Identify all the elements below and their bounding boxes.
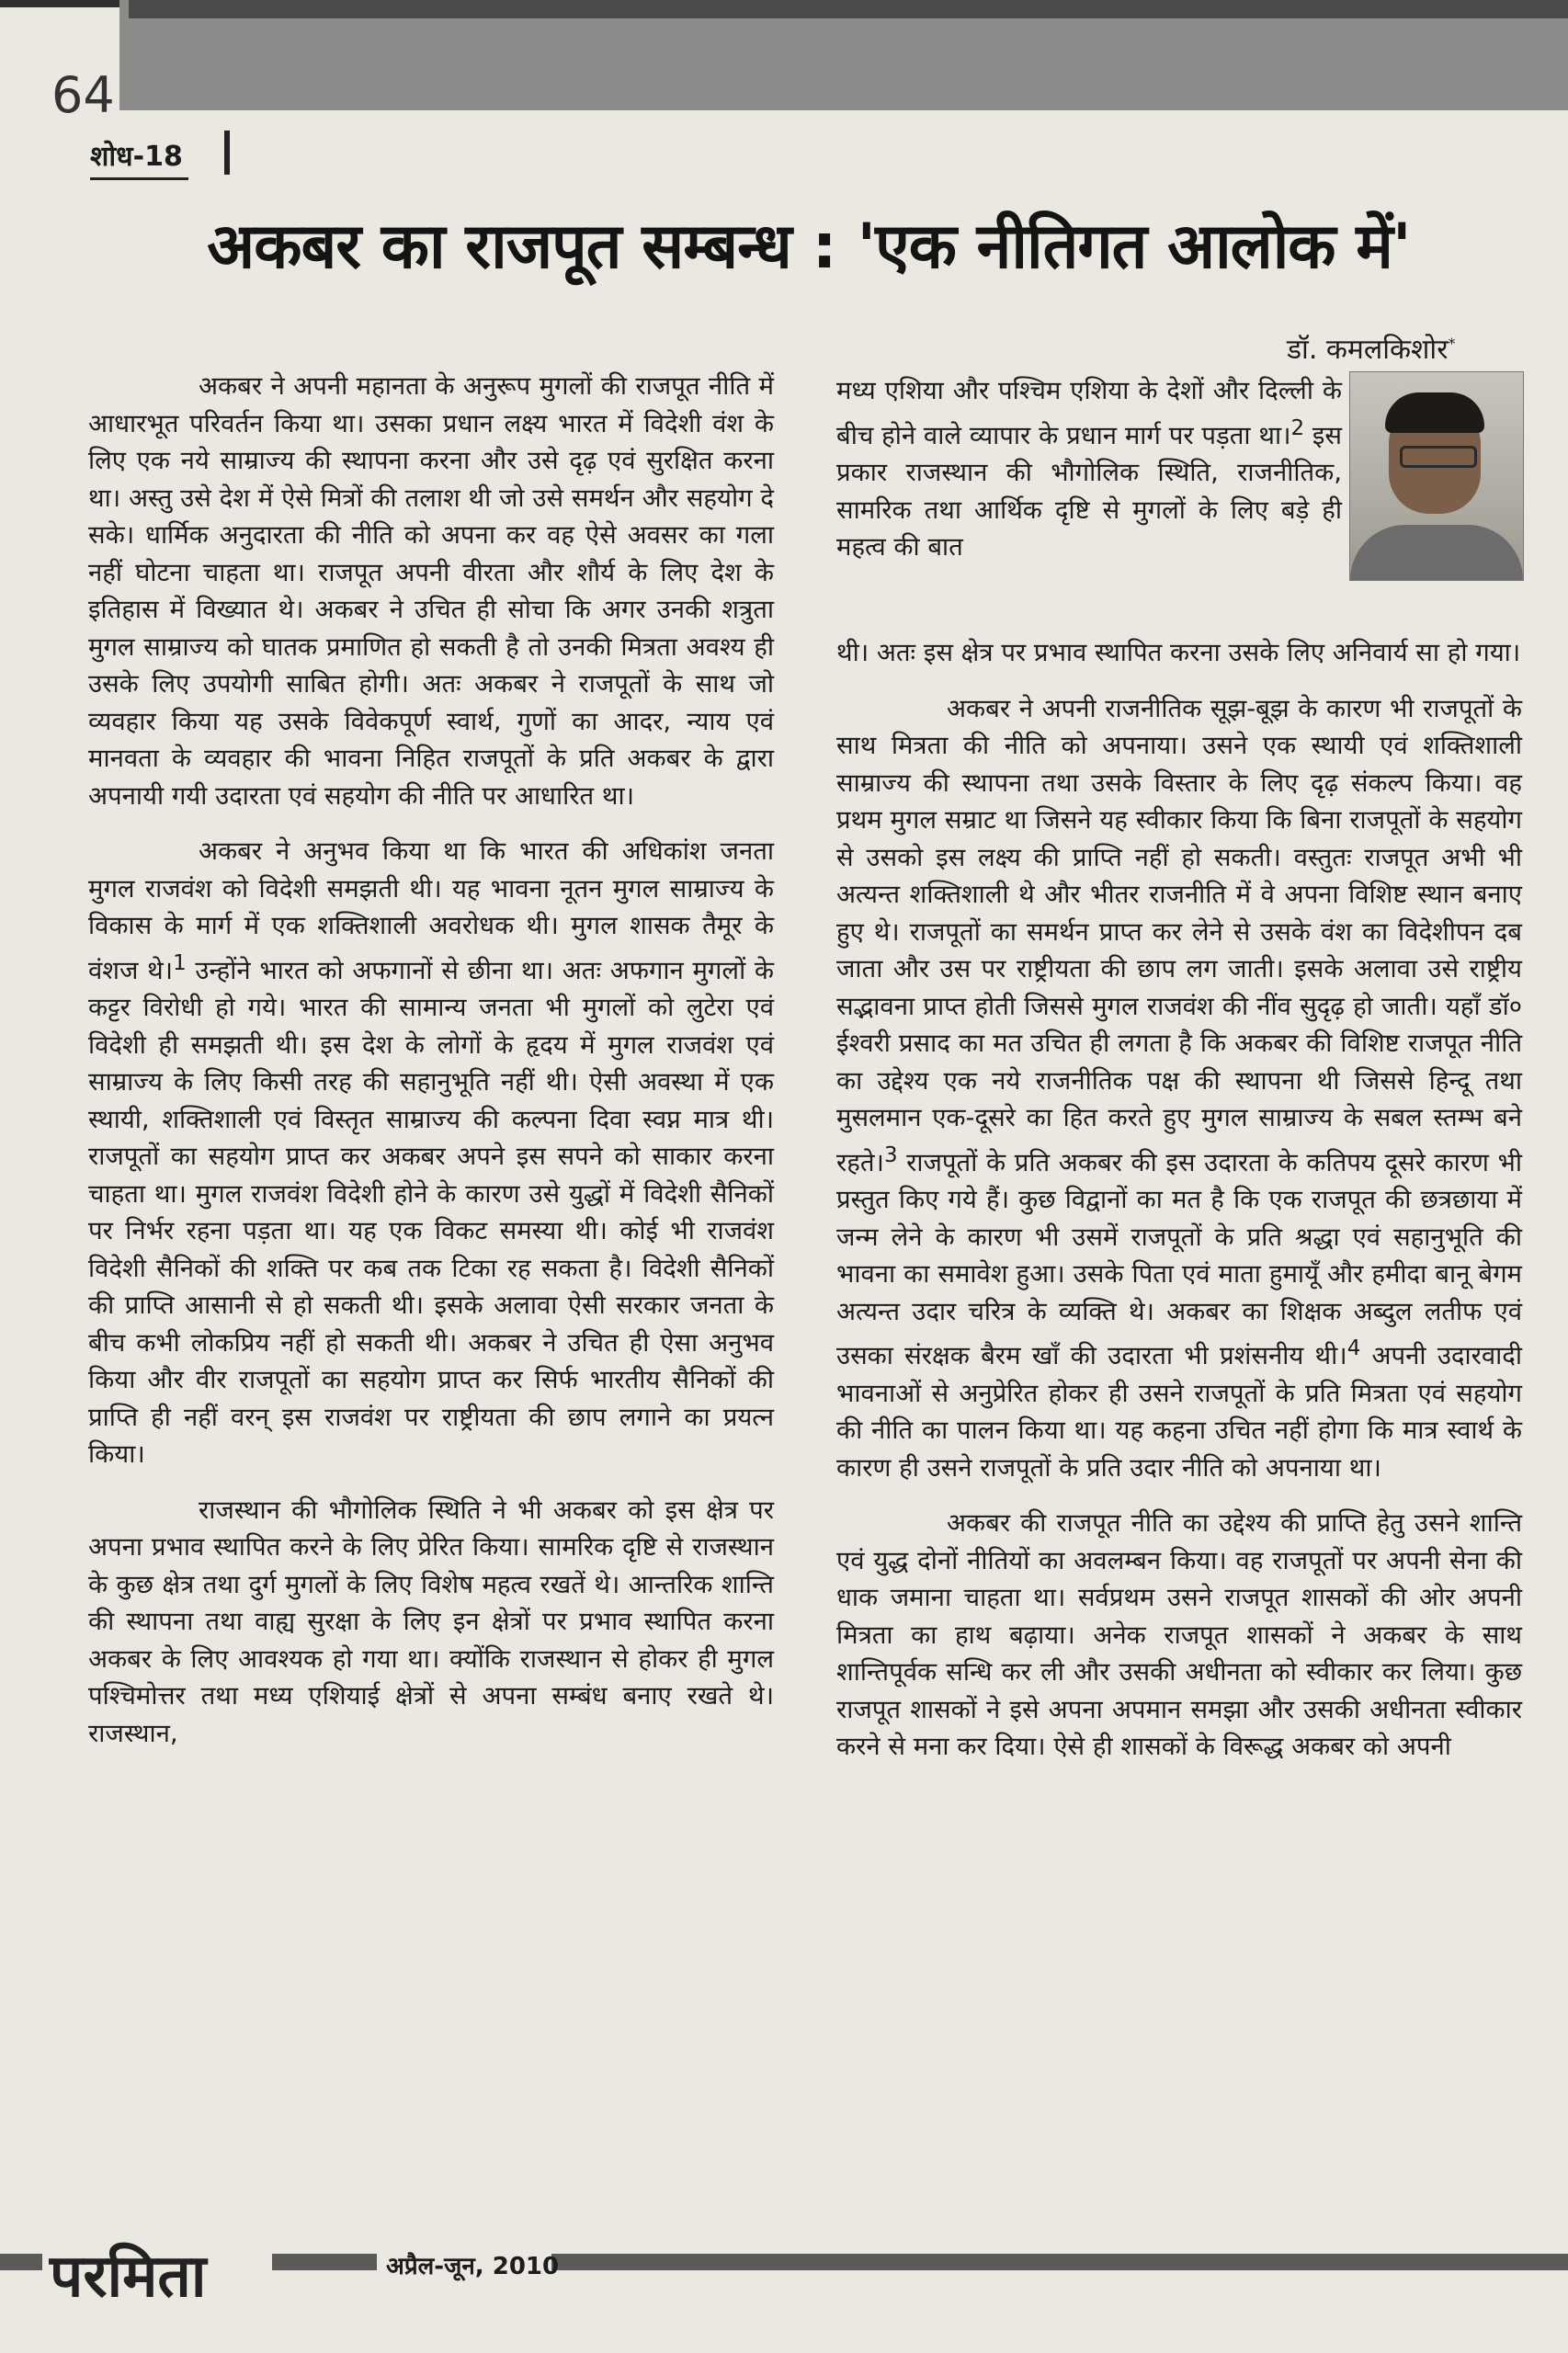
section-label: शोध-18 bbox=[90, 136, 188, 180]
footnote-ref-3: 3 bbox=[883, 1142, 898, 1167]
author-text: डॉ. कमलकिशोर bbox=[1287, 334, 1449, 366]
right-para-1-b: इस प्रकार राजस्थान की भौगोलिक स्थिति, राजनीतिक, सामरिक तथा आर्थिक दृष्टि से मुगलों के लिए बड़े ही महत्व की बात bbox=[836, 420, 1342, 563]
left-para-3: राजस्थान की भौगोलिक स्थिति ने भी अकबर को इस क्षेत्र पर अपना प्रभाव स्थापित करने के लिए प्रेरित किया। सामरिक दृष्टि से राजस्थान के कुछ क्षेत्र तथा दुर्ग मुगलों के लिए विशेष महत्व रखतें थे। आन्तरिक शान्ति की स्थापना तथा वाह्य सुरक्षा के लिए इन क्षेत्रों पर प्रभाव स्थापित करना अकबर के लिए आवश्यक हो गया था। क्योंकि राजस्थान से होकर ही मुगल पश्चिमोत्तर तथा मध्य एशियाई क्षेत्रों से अपना सम्बंध बनाए रखते थे। राजस्थान, bbox=[88, 1495, 774, 1748]
right-para-3: अकबर की राजपूत नीति का उद्देश्य की प्राप्ति हेतु उसने शान्ति एवं युद्ध दोनों नीतियों का अवलम्बन किया। वह राजपूतों पर अपनी सेना की धाक जमाना चाहता था। सर्वप्रथम उसने राजपूत शासकों की ओर अपनी मित्रता का हाथ बढ़ाया। अनेक राजपूत शासकों ने अकबर के साथ शान्तिपूर्वक सन्धि कर ली और उसकी अधीनता को स्वीकार कर लिया। कुछ राजपूत शासकों ने इसे अपना अपमान समझा और उसकी अधीनता स्वीकार करने से मना कर दिया। ऐसे ही शासकों के विरूद्ध अकबर को अपनी bbox=[836, 1508, 1522, 1762]
magazine-logo: परमिता bbox=[50, 2243, 207, 2311]
author-photo bbox=[1349, 371, 1524, 581]
section-label-bar bbox=[224, 131, 230, 175]
footnote-ref-4: 4 bbox=[1346, 1336, 1361, 1361]
right-para-1-start bbox=[836, 372, 1342, 566]
right-column-top bbox=[836, 372, 1342, 566]
right-para-1-a: मध्य एशिया और पश्चिम एशिया के देशों और दिल्ली के बीच होने वाले व्यापार के प्रधान मार्ग पर पड़ता था। bbox=[836, 376, 1342, 450]
left-para-2-b: उन्होंने भारत को अफगानों से छीना था। अतः अफगान मुगलों के कट्टर विरोधी हो गये। भारत की सामान्य जनता भी मुगलों को लुटेरा एवं विदेशी ही समझती थी। इस देश के लोगों के हृदय में मुगल राजवंश एवं साम्राज्य के लिए किसी तरह की सहानुभूति नहीं थी। ऐसी अवस्था में एक स्थायी, शक्तिशाली एवं विस्तृत साम्राज्य की कल्पना दिवा स्वप्न मात्र थी। राजपूतों का सहयोग प्राप्त कर अकबर अपने इस सपने को साकार करना चाहता था। मुगल राजवंश विदेशी होने के कारण उसे युद्धों में विदेशी सैनिकों पर निर्भर रहना पड़ता था। यह एक विकट समस्या थी। कोई भी राजवंश विदेशी सैनिकों की शक्ति पर कब तक टिका रह सकता है। विदेशी सैनिकों की प्राप्ति आसानी से हो सकती थी। इसके अलावा ऐसी सरकार जनता के बीच कभी लोकप्रिय नहीं हो सकती थी। अकबर ने उचित ही ऐसा अनुभव किया और वीर राजपूतों का सहयोग प्राप्त कर सिर्फ भारतीय सैनिकों की प्राप्ति ही नहीं वरन् इस राजवंश पर राष्ट्रीयता की छाप लगाने का प्रयत्न किया। bbox=[88, 955, 774, 1470]
issue-date: अप्रैल-जून, 2010 bbox=[386, 2253, 560, 2280]
right-para-2 bbox=[836, 690, 1522, 1487]
author-footnote-mark: * bbox=[1448, 335, 1456, 352]
right-column bbox=[836, 634, 1522, 1766]
photo-glasses bbox=[1400, 446, 1477, 468]
page-number: 64 bbox=[51, 66, 115, 124]
right-para-1-cont: थी। अतः इस क्षेत्र पर प्रभाव स्थापित करना उसके लिए अनिवार्य सा हो गया। bbox=[836, 638, 1521, 667]
header-band-dark bbox=[129, 0, 1568, 18]
left-para-1: अकबर ने अपनी महानता के अनुरूप मुगलों की राजपूत नीति में आधारभूत परिवर्तन किया था। उसका प्रधान लक्ष्य भारत में विदेशी वंश के लिए एक नये साम्राज्य की स्थापना करना और उसे दृढ़ एवं सुरक्षित करना था। अस्तु उसे देश में ऐसे मित्रों की तलाश थी जो उसे समर्थन और सहयोग दे सके। धार्मिक अनुदारता की नीति को अपना कर वह ऐसे अवसर का गला नहीं घोटना चाहता था। राजपूत अपनी वीरता और शौर्य के लिए देश के इतिहास में विख्यात थे। अकबर ने उचित ही सोचा कि अगर उनकी शत्रुता मुगल साम्राज्य को घातक प्रमाणित हो सकती है तो उनकी मित्रता अवश्य ही उसके लिए उपयोगी साबित होगी। अतः अकबर ने राजपूतों के साथ जो व्यवहार किया यह उसके विवेकपूर्ण स्वार्थ, गुणों का आदर, न्याय एवं मानवता के व्यवहार की भावना निहित राजपूतों के प्रति अकबर के द्वारा अपनायी गयी उदारता एवं सहयोग की नीति पर आधारित था। bbox=[88, 371, 774, 811]
footnote-ref-2: 2 bbox=[1290, 415, 1305, 440]
right-para-2-a: अकबर ने अपनी राजनीतिक सूझ-बूझ के कारण भी राजपूतों के साथ मित्रता की नीति को अपनाया। उसने एक स्थायी एवं शक्तिशाली साम्राज्य की स्थापना तथा उसके विस्तार के लिए दृढ़ संकल्प किया। वह प्रथम मुगल सम्राट था जिसने यह स्वीकार किया कि बिना राजपूतों के सहयोग से उसको इस लक्ष्य की प्राप्ति नहीं हो सकती। वस्तुतः राजपूत अभी भी अत्यन्त शक्तिशाली थे और भीतर राजनीति में वे अपना विशिष्ट स्थान बनाए हुए थे। राजपूतों का समर्थन प्राप्त कर लेने से उसके वंश का विदेशीपन दब जाता और उस पर राष्ट्रीयता की छाप लग जाती। इसके अलावा उसे राष्ट्रीय सद्भावना प्राप्त होती जिससे मुगल राजवंश की नींव सुदृढ़ हो जाती। यहाँ डॉ० ईश्वरी प्रसाद का मत उचित ही लगता है कि अकबर की विशिष्ट राजपूत नीति का उद्देश्य एक नये राजनीतिक पक्ष की स्थापना थी जिससे हिन्दू तथा मुसलमान एक-दूसरे का हित करते हुए मुगल साम्राज्य के सबल स्तम्भ बने रहते। bbox=[836, 693, 1522, 1177]
author-name bbox=[1287, 329, 1455, 367]
left-para-2 bbox=[88, 833, 774, 1473]
right-para-2-c: अपनी उदारवादी भावनाओं से अनुप्रेरित होकर ही उसने राजपूतों के प्रति मित्रता एवं सहयोग की नीति का पालन किया था। यह कहना उचित नहीं होगा कि मात्र स्वार्थ के कारण ही उसने राजपूतों के प्रति उदार नीति को अपनाया था। bbox=[836, 1341, 1522, 1483]
photo-shirt bbox=[1350, 525, 1523, 581]
footnote-ref-1: 1 bbox=[173, 950, 187, 975]
left-para-2-a: अकबर ने अनुभव किया था कि भारत की अधिकांश जनता मुगल राजवंश को विदेशी समझती थी। यह भावना नूतन मुगल साम्राज्य के विकास के मार्ग में एक शक्तिशाली अवरोधक थी। मुगल शासक तैमूर के वंशज थे। bbox=[88, 836, 774, 985]
left-column bbox=[88, 368, 774, 1752]
photo-hair bbox=[1385, 392, 1484, 433]
right-para-2-b: राजपूतों के प्रति अकबर की इस उदारता के कतिपय दूसरे कारण भी प्रस्तुत किए गये हैं। कुछ विद्वानों का मत है कि एक राजपूत की छत्रछाया में जन्म लेने के कारण भी उसमें राजपूतों के प्रति श्रद्धा एवं सहानुभूति की भावना का समावेश हुआ। उसके पिता एवं माता हुमायूँ और हमीदा बानू बेगम अत्यन्त उदार चरित्र के व्यक्ति थे। अकबर का शिक्षक अब्दुल लतीफ एवं उसका संरक्षक बैरम खाँ की उदारता भी प्रशंसनीय थी। bbox=[836, 1147, 1522, 1371]
article-title: अकबर का राजपूत सम्बन्ध : 'एक नीतिगत आलोक में' bbox=[207, 210, 1411, 283]
